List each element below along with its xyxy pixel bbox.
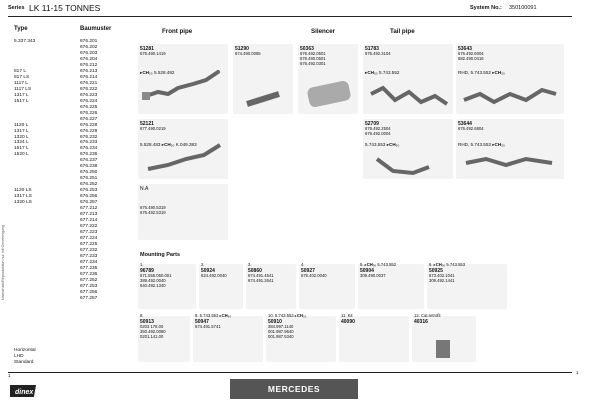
mounting-code-3: 50860: [248, 268, 262, 274]
note-standard: Standard: [14, 360, 34, 365]
ref-53643: RHD, 5.743.552 ▸CH₅₀: [458, 70, 505, 75]
part-nums-50363: 676.492.0501 676.490.0501 676.492.0301: [300, 51, 326, 66]
mounting-code-10: 50910: [268, 319, 282, 325]
page-right-marker: 1: [576, 370, 579, 375]
silencer-header: Silencer: [311, 28, 336, 35]
mounting-idx-5: 5. ▸CH₅₀ 5.743.552: [360, 262, 397, 267]
page-left-marker: 1: [8, 373, 11, 378]
na-label: N.A: [140, 186, 149, 192]
mounting-parts-title: Mounting Parts: [140, 252, 181, 258]
baumuster-list: 676.201 676.202 676.203 676.204 676.212 676.213 676.214 676.221 676.222 676.223 676.224 676.225 676.226 676.227 676.228 676.229 676.232 676.233 676.234 676.236 676.237 676.238 676.250 676.251 676.252 676.253 676.256 676.257 677.212 677.213 677.214 677.222 677.223 677.224 677.225 677.232 677.233 677.234 677.235 677.236 677.252 677.253 677.256 677.257: [80, 39, 98, 301]
part-code-52121: 52121: [140, 121, 154, 127]
mounting-code-2: 50924: [201, 268, 215, 274]
ref-51783: ▸CH₅₀ 5.743.552: [365, 70, 400, 75]
mounting-idx-10: 10. 5.743.553 ▸CH₅₀: [268, 313, 307, 318]
mounting-code-1: 96789: [140, 268, 154, 274]
system-number: 350100091: [509, 5, 537, 11]
mounting-code-12: 40316: [414, 319, 428, 325]
mounting-idx-3: 3.: [248, 262, 252, 267]
part-code-50363: 50363: [300, 46, 314, 52]
mounting-idx-1: 1.: [140, 262, 144, 267]
part-nums-51783: 676.492.3104: [365, 51, 391, 56]
part-nums-51281: 676.490.1419: [140, 51, 166, 56]
note-lhd: LHD: [14, 354, 24, 359]
mounting-nums-4: 676.402.0040: [301, 273, 327, 278]
mounting-nums-8: 0203 178.00 350.492.0080 0201.141.00: [140, 324, 166, 339]
part-code-51783: 51783: [365, 46, 379, 52]
mounting-code-11: 40090: [341, 319, 355, 325]
svg-text:dinex: dinex: [15, 389, 34, 396]
ref-52709: 5.743.553 ▸CH₅₀: [365, 142, 400, 147]
header-divider: [8, 16, 572, 17]
dinex-logo: [10, 384, 36, 396]
mounting-idx-12: 12. Cat.retrofit: [414, 313, 441, 318]
baumuster-column-header: Baumuster: [80, 26, 112, 32]
type-list: 5.337.343 817 L 817 LS 1117 L 1117 LS 1317 L 1517 L 1120 L 1317 L 1320 L 1324 L 1517 L 1520 L 1120 LS 1317 LS 1320 LS: [14, 39, 36, 206]
mounting-idx-11: 11. Kit: [341, 313, 353, 318]
mounting-nums-1: 571.555.050.001 389.492.0040 640.492.1340: [140, 273, 172, 288]
mounting-code-4: 50927: [301, 268, 315, 274]
part-code-51281: 51281: [140, 46, 154, 52]
system-label: System No.:: [470, 5, 502, 11]
mounting-nums-6: 673.402.1041 309.492.1441: [429, 273, 455, 283]
part-code-52709: 52709: [365, 121, 379, 127]
mounting-idx-8: 8.: [140, 313, 144, 318]
part-nums-52121: 677.490.0219: [140, 126, 166, 131]
mounting-nums-3: 674.491.4541 674.491.2641: [248, 273, 274, 283]
part-code-53643: 53643: [458, 46, 472, 52]
na-numbers: 676.490.5319 676.492.5319: [140, 205, 166, 215]
ref-51281: ▸CH₅₀ 5.528.482: [140, 70, 175, 75]
front-pipe-header: Front pipe: [162, 28, 193, 35]
mounting-idx-4: 4.: [301, 262, 305, 267]
ref-53644: RHD, 5.743.553 ▸CH₅₀: [458, 142, 505, 147]
brand-footer-bar: MERCEDES: [230, 379, 358, 399]
mounting-idx-6: 6. ▸CH₅₀ 5.743.553: [429, 262, 466, 267]
mounting-nums-9: 674.491.5741: [195, 324, 221, 329]
mounting-nums-5: 309.490.0037: [360, 273, 386, 278]
part-code-51290: 51290: [235, 46, 249, 52]
mounting-idx-2: 2.: [201, 262, 205, 267]
mounting-code-9: 50947: [195, 319, 209, 325]
part-code-53644: 53644: [458, 121, 472, 127]
mounting-code-8: 50913: [140, 319, 154, 325]
mounting-idx-9: 9. 5.743.553 ▸CH₅₀: [195, 313, 232, 318]
part-nums-51290: 674.490.0065: [235, 51, 261, 56]
dinex-logo-icon: [10, 385, 36, 397]
series-title: LK 11-15 TONNES: [29, 3, 101, 13]
mounting-nums-10: 384.997.1140 001.987.9640 001.987.5340: [268, 324, 294, 339]
series-label: Series: [8, 5, 25, 11]
note-horizontal: Horizontal: [14, 348, 36, 353]
part-nums-53643: 676.492.6004 682.490.0416: [458, 51, 484, 61]
part-nums-53644: 676.492.6804: [458, 126, 484, 131]
side-copyright-text: Nachdruck/Reproduktion nur mit Genehmigung: [1, 224, 5, 300]
ref-52121: 5.528.483 ▸CH₅₀ K.049.383: [140, 142, 197, 147]
tail-pipe-header: Tail pipe: [390, 28, 415, 35]
footer-divider: [8, 372, 572, 373]
mounting-code-5: 50904: [360, 268, 374, 274]
type-column-header: Type: [14, 26, 28, 32]
mounting-code-6: 50925: [429, 268, 443, 274]
mounting-nums-2: 624.492.0040: [201, 273, 227, 278]
part-nums-52709: 676.492.2504 676.492.0004: [365, 126, 391, 136]
